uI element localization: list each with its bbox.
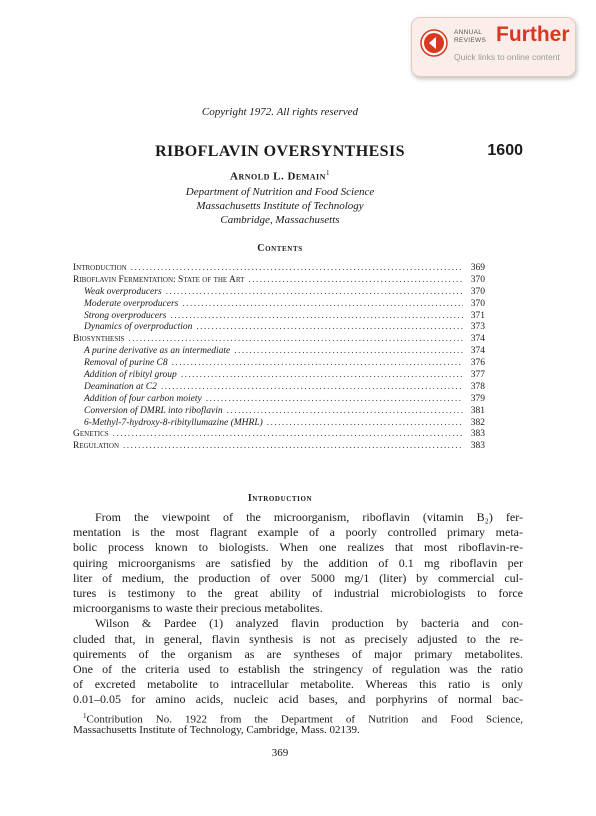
toc-leader-dots [182, 299, 463, 311]
toc-leader-dots [234, 346, 463, 358]
table-of-contents [73, 263, 485, 453]
body-text-line: cluded that, in general, flavin synthesis is not as precisely adjusted to the re- [73, 631, 523, 646]
toc-leader-dots [181, 370, 463, 382]
annual-reviews-further-link[interactable] [411, 17, 576, 77]
toc-entry-page: 379 [470, 393, 485, 404]
author-footnote-mark: 1 [325, 169, 330, 177]
toc-entry-label: Weak overproducers [84, 286, 162, 297]
toc-entry-label: 6-Methyl-7-hydroxy-8-ribityllumazine (MHRL) [84, 417, 263, 428]
toc-entry [73, 406, 485, 418]
toc-entry [73, 311, 485, 323]
toc-entry-label: Introduction [73, 263, 127, 273]
body-text-line: 0.01–0.05 for amino acids, nucleic acid bases, and porphyrins of normal bac- [73, 692, 523, 707]
toc-leader-dots [170, 311, 463, 323]
toc-entry-page: 378 [470, 381, 485, 392]
toc-entry-label: Dynamics of overproduction [84, 322, 193, 333]
toc-entry-page: 381 [470, 405, 485, 416]
toc-entry-label: Strong overproducers [84, 310, 167, 321]
toc-leader-dots [128, 334, 463, 346]
body-text-line: microorganisms to waste their precious metabolites. [73, 601, 323, 616]
body-text-line: liter of medium, the production of over 5000 mg/1 (liter) by commercial cul- [73, 570, 523, 585]
copyright-notice: Copyright 1972. All rights reserved [201, 106, 359, 118]
toc-entry-label: Deamination at C2 [84, 381, 157, 392]
toc-entry-label: A purine derivative as an intermediate [84, 346, 231, 357]
body-text-line: quiring microorganisms are satisfied by the addition of 0.1 mg riboflavin per [73, 555, 523, 570]
annual-reviews-logo-text: ANNUAL REVIEWS [454, 29, 487, 44]
toc-entry [73, 334, 485, 346]
introduction-body [73, 510, 523, 707]
affiliation-department: Department of Nutrition and Food Science [185, 186, 375, 198]
toc-leader-dots [131, 263, 463, 275]
toc-leader-dots [172, 358, 463, 370]
body-text-line: One of the criteria used to establish the stringency of regulation was the ratio [73, 661, 523, 676]
toc-entry-label: Riboflavin Fermentation: State of the Art [73, 274, 245, 285]
toc-entry-page: 382 [470, 417, 485, 428]
body-text-line: From the viewpoint of the microorganism, riboflavin (vitamin B₂) fer- [95, 510, 523, 524]
toc-entry [73, 429, 485, 441]
affiliation-institute: Massachusetts Institute of Technology [196, 200, 364, 212]
toc-entry-page: 383 [470, 441, 485, 452]
toc-entry-label: Moderate overproducers [84, 298, 179, 309]
toc-leader-dots [166, 287, 463, 299]
author-name: Arnold L. Demain [230, 170, 326, 183]
toc-leader-dots [227, 406, 463, 418]
toc-entry-label: Biosynthesis [73, 334, 125, 345]
body-text-line: of excreted metabolite to intracellular metabolite. Whereas this ratio is only [73, 677, 523, 692]
toc-entry-page: 370 [470, 286, 485, 297]
body-text-line: tures is testimony to the great ability of industrial microbiologists to force [73, 585, 523, 600]
body-text-line: Wilson & Pardee (1) analyzed flavin production by bacteria and con- [95, 616, 523, 631]
toc-entry [73, 299, 485, 311]
footnote-line: $^1$Contribution No. 1922 from the Department of Nutrition and Food Science, [83, 712, 523, 726]
further-label: Further [496, 23, 570, 46]
toc-entry-label: Genetics [73, 429, 109, 440]
further-tagline: Quick links to online content [454, 52, 560, 62]
author-line [0, 169, 560, 183]
footnote-line: Massachusetts Institute of Technology, Cambridge, Mass. 02139. [73, 723, 360, 736]
toc-entry-page: 373 [470, 322, 485, 333]
toc-entry-page: 376 [470, 358, 485, 369]
toc-entry [73, 441, 485, 453]
affiliation-city: Cambridge, Massachusetts [220, 214, 340, 226]
toc-entry [73, 322, 485, 334]
toc-leader-dots [161, 382, 463, 394]
toc-leader-dots [123, 441, 463, 453]
toc-entry-page: 370 [470, 274, 485, 285]
toc-entry [73, 418, 485, 430]
toc-entry [73, 287, 485, 299]
toc-entry-label: Addition of four carbon moiety [84, 393, 202, 404]
contents-heading: Contents [257, 243, 303, 254]
toc-leader-dots [196, 322, 463, 334]
toc-entry [73, 263, 485, 275]
page-number: 369 [271, 747, 289, 759]
toc-entry-page: 369 [470, 263, 485, 273]
toc-entry-label: Addition of ribityl group [84, 370, 177, 381]
toc-entry-label: Removal of purine C8 [84, 358, 168, 369]
left-arrow-circle-icon [420, 29, 448, 57]
toc-entry [73, 394, 485, 406]
toc-entry [73, 358, 485, 370]
page-code: 1600 [487, 142, 523, 159]
introduction-heading: Introduction [247, 493, 313, 504]
toc-entry-page: 371 [470, 310, 485, 321]
toc-entry-page: 370 [470, 298, 485, 309]
article-title: RIBOFLAVIN OVERSYNTHESIS [155, 143, 405, 160]
toc-leader-dots [248, 275, 463, 287]
toc-entry-page: 374 [470, 346, 485, 357]
toc-leader-dots [113, 429, 463, 441]
toc-entry-page: 377 [470, 370, 485, 381]
footnote-mark: 1 [83, 712, 87, 720]
body-text-line: quirements of the organism as are syntheses of major primary metabolites. [73, 646, 523, 661]
body-text-line: bolic process known to biologists. When one realizes that most riboflavin-re- [73, 540, 523, 555]
toc-entry [73, 382, 485, 394]
toc-leader-dots [267, 418, 463, 430]
toc-entry [73, 370, 485, 382]
toc-entry-label: Regulation [73, 441, 119, 452]
footnote [73, 710, 523, 737]
toc-entry-label: Conversion of DMRL into riboflavin [84, 405, 223, 416]
toc-entry-page: 374 [470, 334, 485, 345]
body-text-line: mentation is the most flagrant example of a poorly controlled primary meta- [73, 525, 523, 540]
toc-entry-page: 383 [470, 429, 485, 440]
toc-entry [73, 346, 485, 358]
toc-entry [73, 275, 485, 287]
toc-leader-dots [206, 394, 463, 406]
